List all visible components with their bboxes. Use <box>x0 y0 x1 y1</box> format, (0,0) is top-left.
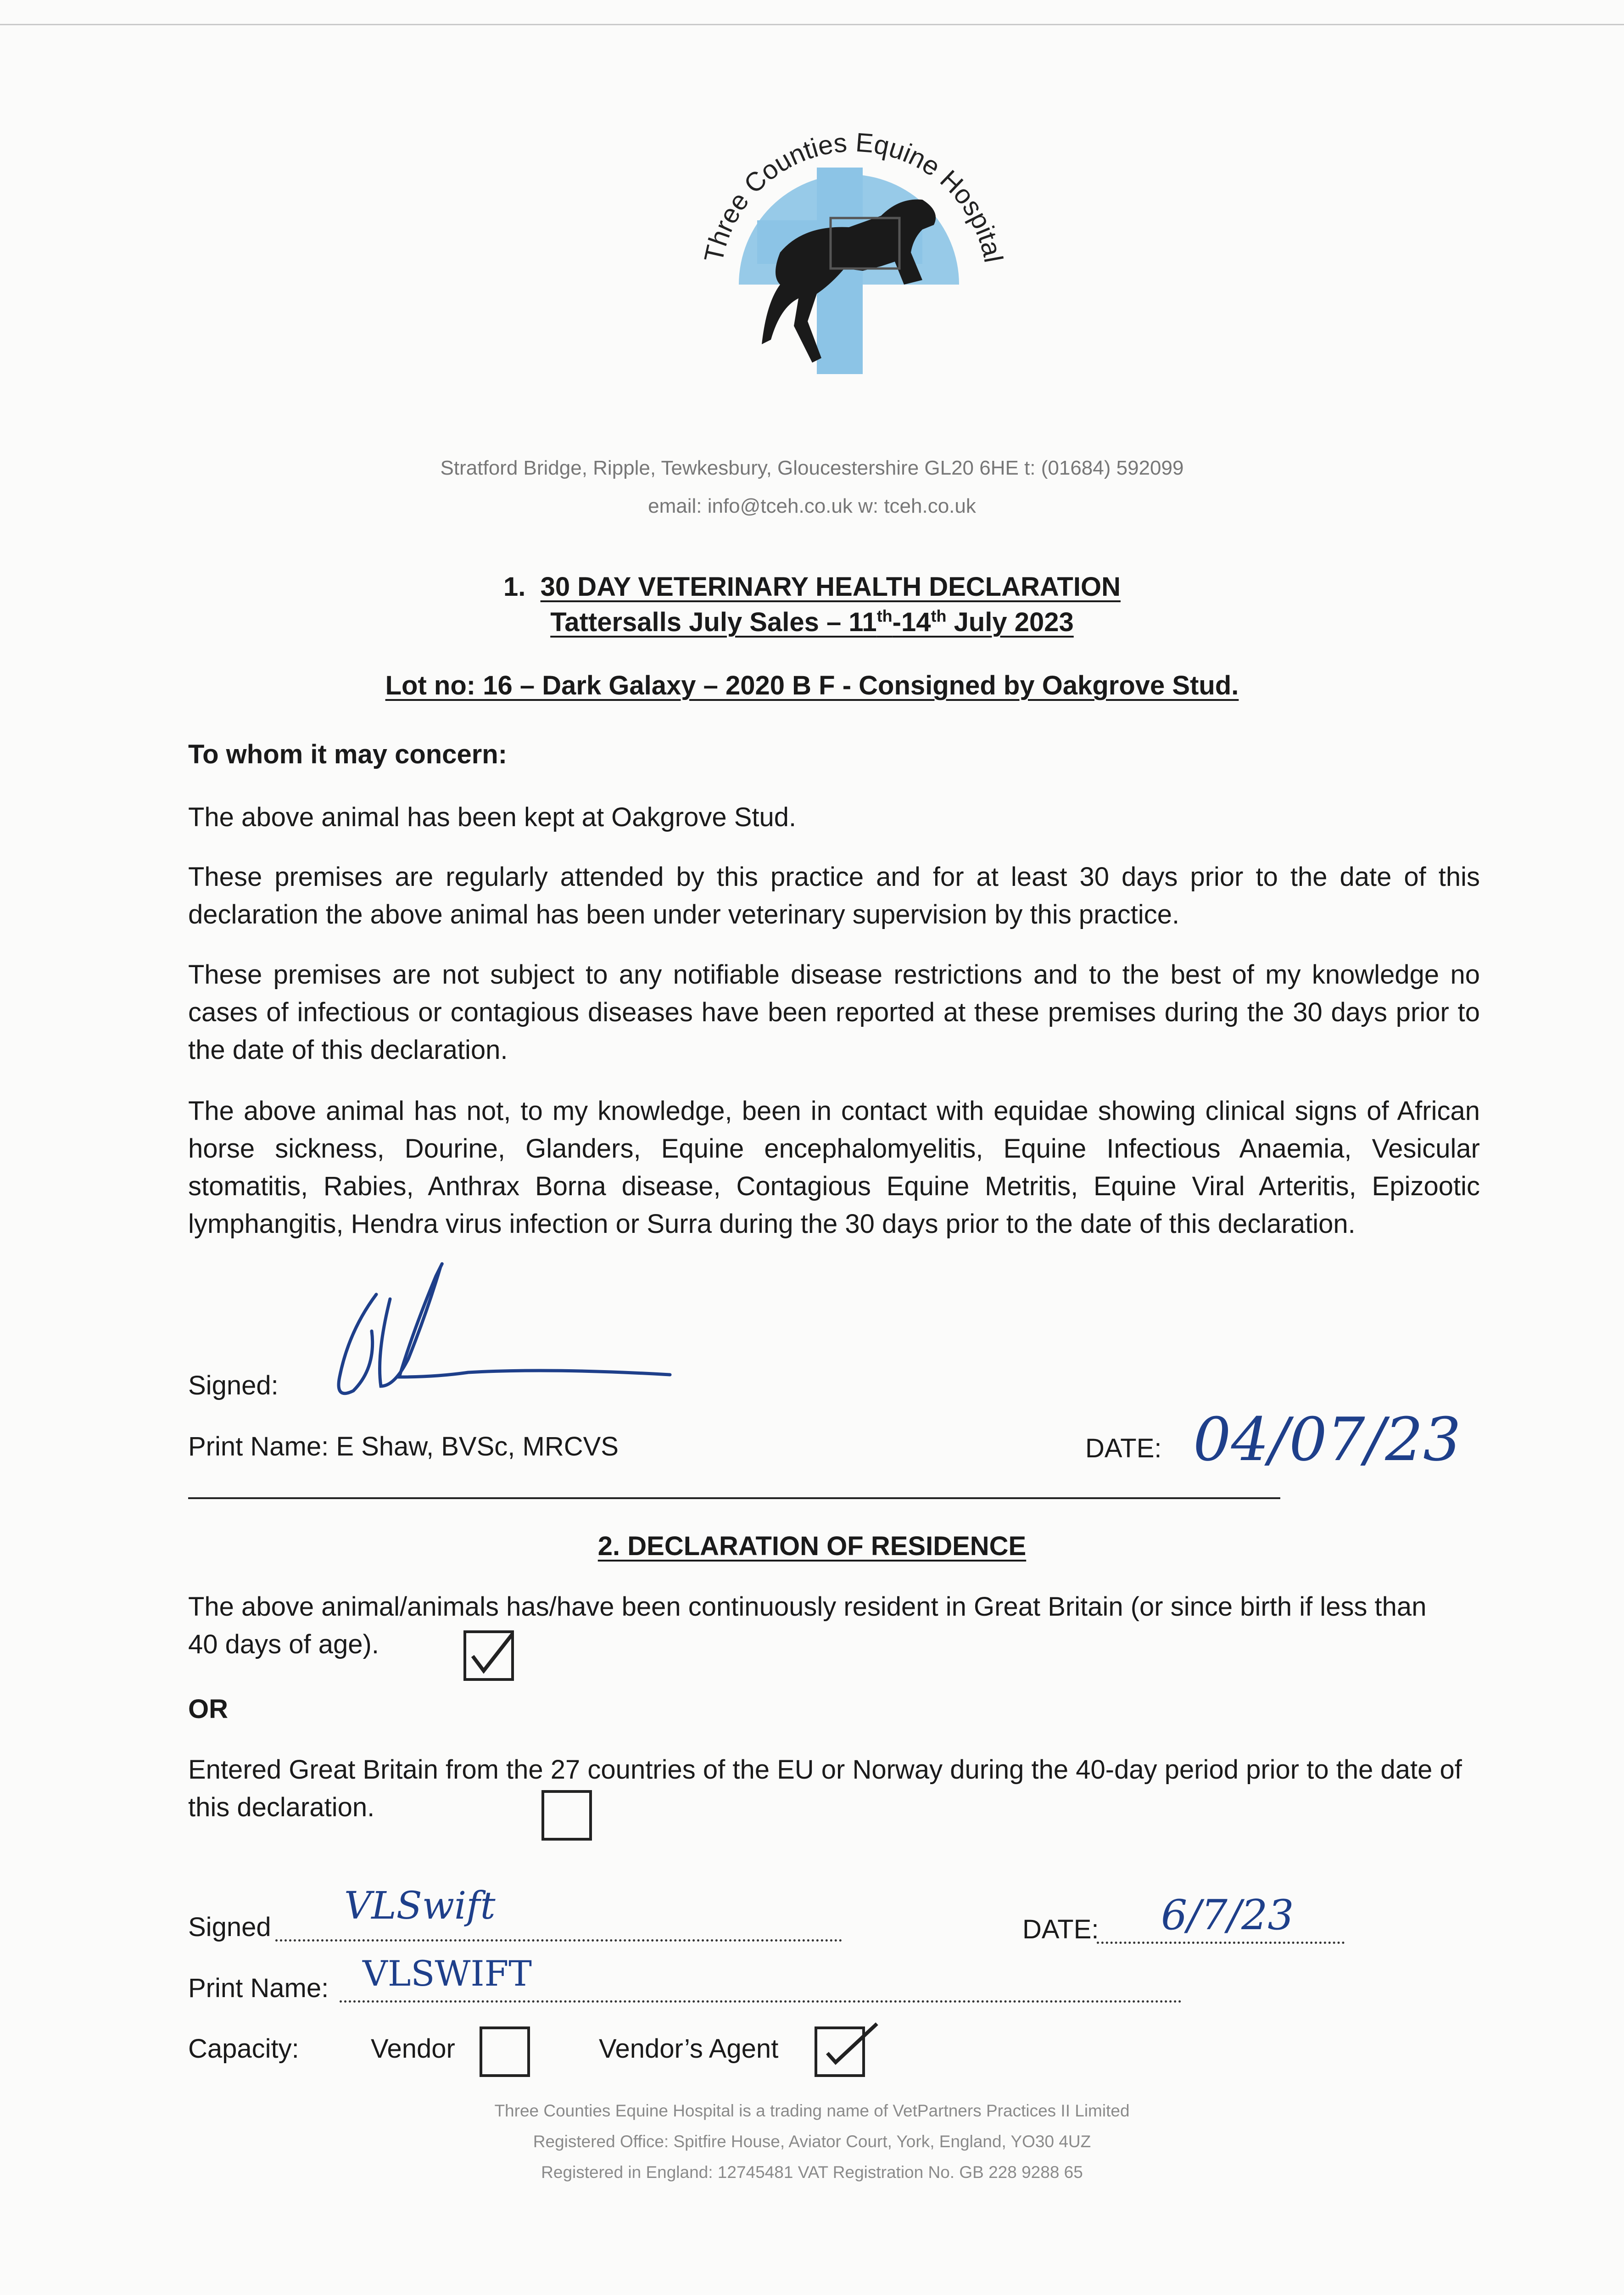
checkmark-icon <box>817 2029 882 2074</box>
vendor-checkbox[interactable] <box>480 2026 530 2077</box>
checkmark-icon <box>466 1633 511 1678</box>
footer-line-1: Three Counties Equine Hospital is a trading name of VetPartners Practices II Limited <box>494 2101 1130 2120</box>
sale-title: Tattersalls July Sales – 11th-14th July 2023 <box>550 607 1074 638</box>
section2-title: 2. DECLARATION OF RESIDENCE <box>597 1531 1027 1561</box>
residence-option-1-text: The above animal/animals has/have been continuously resident in Great Britain (or since birth if less than 40 days of age). <box>188 1592 1427 1659</box>
date-value-1: 04/07/23 <box>1193 1405 1461 1474</box>
date-label-1: DATE: <box>1085 1433 1162 1463</box>
or-label: OR <box>188 1694 228 1724</box>
section1-heading <box>0 571 1624 602</box>
address-line-2: email: info@tceh.co.uk w: tceh.co.uk <box>648 495 976 517</box>
residence-option-2-text: Entered Great Britain from the 27 countries of the EU or Norway during the 40-day period prior to the date of this declaration. <box>188 1755 1462 1822</box>
paragraph-contact: The above animal has not, to my knowledge, been in contact with equidae showing clinical signs of African horse sickness, Dourine, Glanders, Equine encephalomyelitis, Equine Infectious Anaemia, Vesicular stomatitis, Rabies, Anthrax Borna disease, Contagious Equine Metritis, Equine Viral Arteritis, Epizootic lymphangitis, Hendra virus infection or Surra during the 30 days prior to the date of this declaration. <box>188 1096 1480 1239</box>
footer-line-3: Registered in England: 12745481 VAT Registration No. GB 228 9288 65 <box>541 2163 1083 2182</box>
vendor-agent-label: Vendor’s Agent <box>599 2034 779 2064</box>
date-label-2: DATE: <box>1022 1914 1099 1944</box>
date-value-2: 6/7/23 <box>1161 1891 1294 1939</box>
address-line-1: Stratford Bridge, Ripple, Tewkesbury, Gloucestershire GL20 6HE t: (01684) 592099 <box>440 457 1184 479</box>
residence-option-1 <box>188 1588 1445 1663</box>
paragraph-kept-at: The above animal has been kept at Oakgrove Stud. <box>188 802 797 832</box>
lot-text: Lot no: 16 – Dark Galaxy – 2020 B F - Consigned by Oakgrove Stud. <box>385 671 1239 700</box>
section2-heading <box>0 1531 1624 1562</box>
signed-label-2: Signed <box>188 1912 271 1942</box>
lot-heading <box>0 670 1624 701</box>
vendor-print-name: VLSWIFT <box>363 1953 532 1994</box>
residence-checkbox-2[interactable] <box>541 1790 592 1841</box>
paragraph-supervision: These premises are regularly attended by this practice and for at least 30 days prior to the date of this declaration the above animal has been under veterinary supervision by this practice. <box>188 862 1480 929</box>
vet-signature <box>321 1239 688 1414</box>
residence-checkbox-1[interactable] <box>463 1630 514 1681</box>
sale-heading <box>0 607 1624 638</box>
print-name-1: Print Name: E Shaw, BVSc, MRCVS <box>188 1432 619 1461</box>
vendor-label: Vendor <box>371 2034 455 2064</box>
print-label-2: Print Name: <box>188 1973 329 2003</box>
salutation: To whom it may concern: <box>188 739 508 769</box>
scan-border <box>0 24 1624 25</box>
section-divider <box>188 1497 1280 1499</box>
logo-arc-text: Three Counties Equine Hospital <box>698 127 1009 265</box>
capacity-label: Capacity: <box>188 2034 299 2064</box>
vendor-signature: VLSwift <box>344 1884 496 1928</box>
residence-option-2 <box>188 1751 1464 1826</box>
footer-line-2: Registered Office: Spitfire House, Aviator Court, York, England, YO30 4UZ <box>533 2132 1091 2151</box>
signed-label-1: Signed: <box>188 1371 279 1400</box>
hospital-logo <box>665 101 1032 418</box>
section1-number: 1. <box>503 572 526 602</box>
vendor-agent-checkbox[interactable] <box>815 2026 865 2077</box>
paragraph-restrictions: These premises are not subject to any notifiable disease restrictions and to the best of my knowledge no cases of infectious or contagious diseases have been reported at these premises during the 30 days prior to the date of this declaration. <box>188 960 1480 1065</box>
section1-title: 30 DAY VETERINARY HEALTH DECLARATION <box>540 572 1121 602</box>
